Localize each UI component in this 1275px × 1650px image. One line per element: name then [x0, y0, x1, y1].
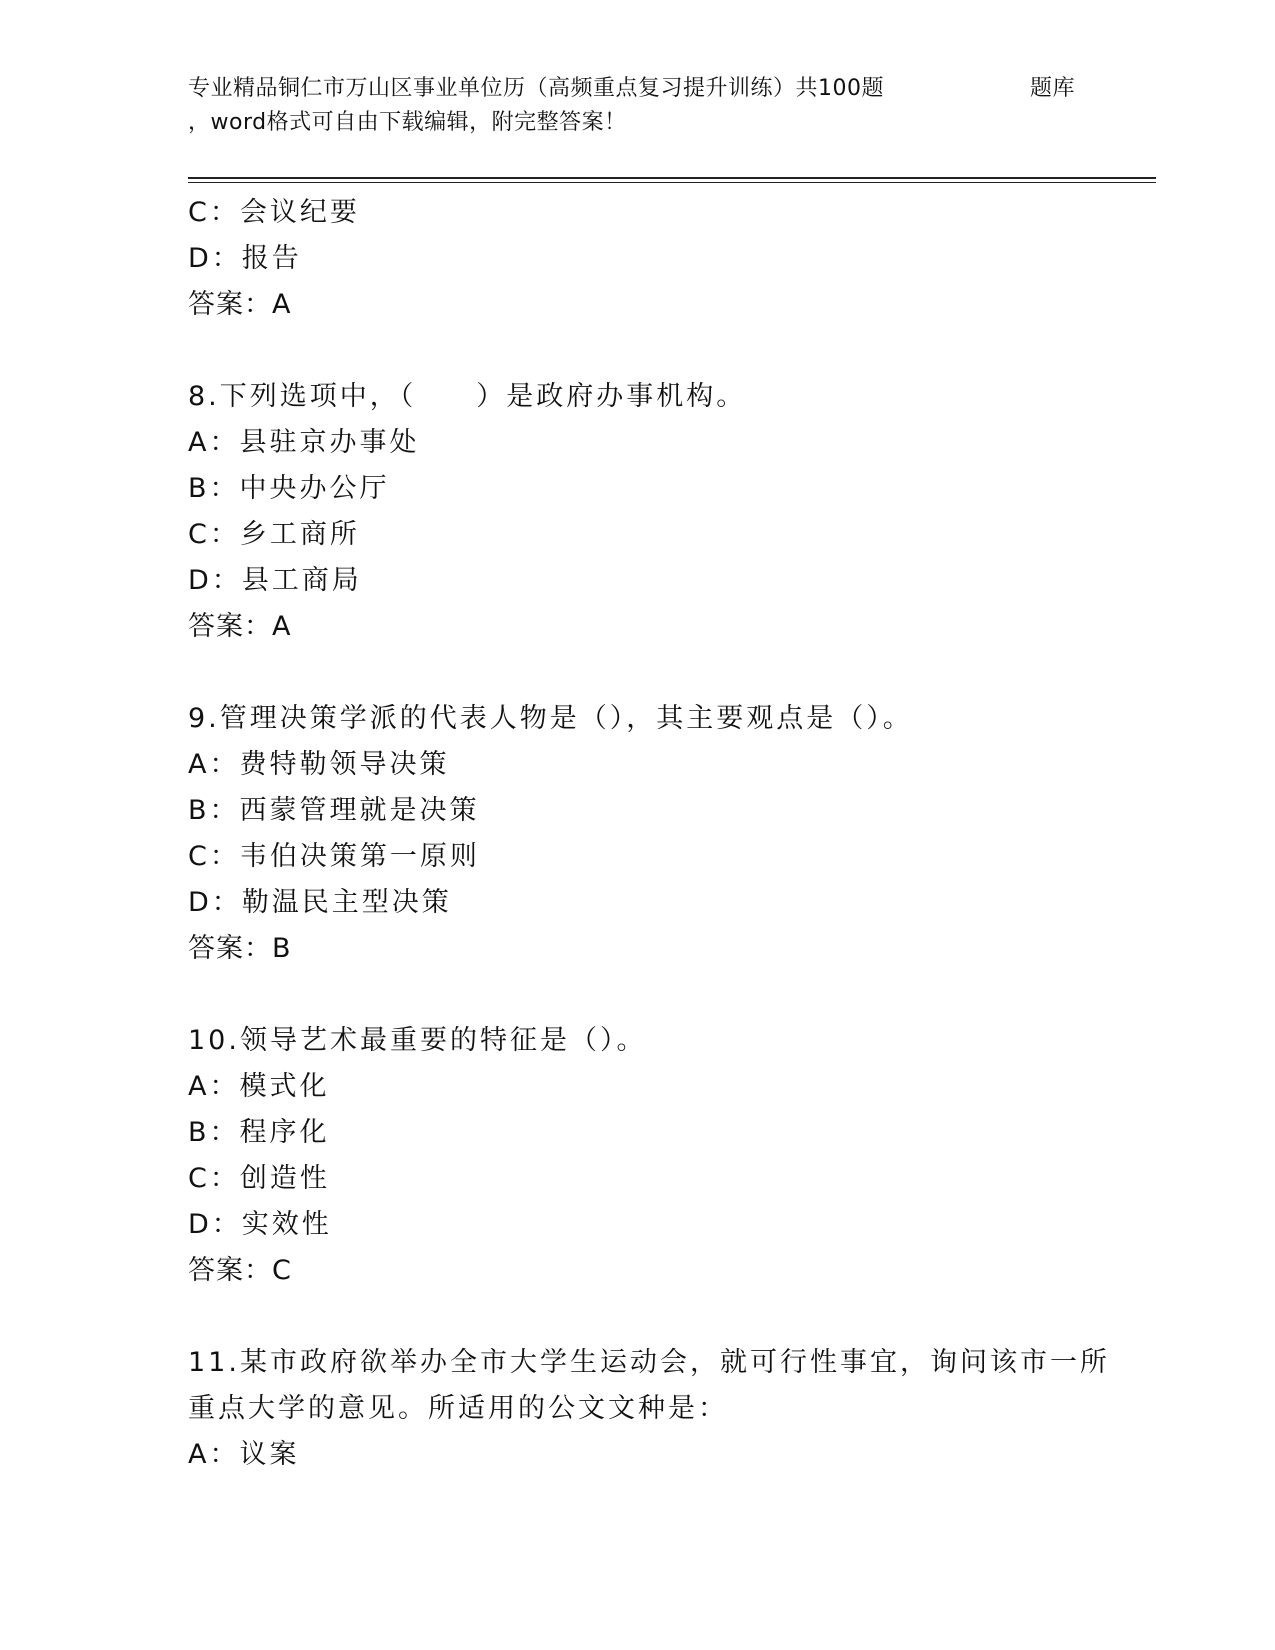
option-d: D：报告	[188, 243, 302, 274]
option-b: B：西蒙管理就是决策	[188, 795, 480, 826]
option-a: A：议案	[188, 1439, 300, 1470]
spacer	[188, 650, 1088, 696]
option-c: C：创造性	[188, 1163, 330, 1194]
answer: 答案：C	[188, 1255, 292, 1286]
question-stem: 10.领导艺术最重要的特征是（）。	[188, 1025, 647, 1056]
header-divider-thick	[188, 177, 1156, 179]
option-c: C：乡工商所	[188, 519, 360, 550]
question-stem: 9.管理决策学派的代表人物是（），其主要观点是（）。	[188, 703, 913, 734]
header-subtitle: ，word格式可自由下载编辑，附完整答案！	[188, 110, 627, 135]
question-11	[188, 1340, 1110, 1478]
option-d: D：实效性	[188, 1209, 332, 1240]
question-stem-line-1: 11.某市政府欲举办全市大学生运动会，就可行性事宜，询问该市一所	[188, 1347, 1110, 1378]
answer: 答案：A	[188, 611, 292, 642]
option-d: D：县工商局	[188, 565, 362, 596]
answer: 答案：B	[188, 933, 292, 964]
option-b: B：程序化	[188, 1117, 330, 1148]
option-c: C：会议纪要	[188, 197, 360, 228]
page-header	[188, 72, 1158, 140]
answer: 答案：A	[188, 289, 292, 320]
header-tag: 题库	[1030, 76, 1076, 101]
spacer	[188, 328, 1088, 374]
option-c: C：韦伯决策第一原则	[188, 841, 480, 872]
option-a: A：县驻京办事处	[188, 427, 420, 458]
question-8	[188, 374, 1088, 650]
option-d: D：勒温民主型决策	[188, 887, 452, 918]
header-title: 专业精品铜仁市万山区事业单位历（高频重点复习提升训练）共100题	[188, 76, 884, 101]
question-stem: 8.下列选项中，（ ）是政府办事机构。	[188, 381, 747, 412]
option-b: B：中央办公厅	[188, 473, 390, 504]
option-a: A：模式化	[188, 1071, 330, 1102]
spacer	[188, 972, 1088, 1018]
question-10	[188, 1018, 1088, 1294]
question-9	[188, 696, 1088, 972]
question-7-continued	[188, 190, 1088, 328]
spacer	[188, 1294, 1088, 1340]
question-stem-line-2: 重点大学的意见。所适用的公文文种是：	[188, 1393, 728, 1424]
question-list	[188, 190, 1110, 1478]
option-a: A：费特勒领导决策	[188, 749, 450, 780]
header-divider-thin	[188, 182, 1156, 183]
